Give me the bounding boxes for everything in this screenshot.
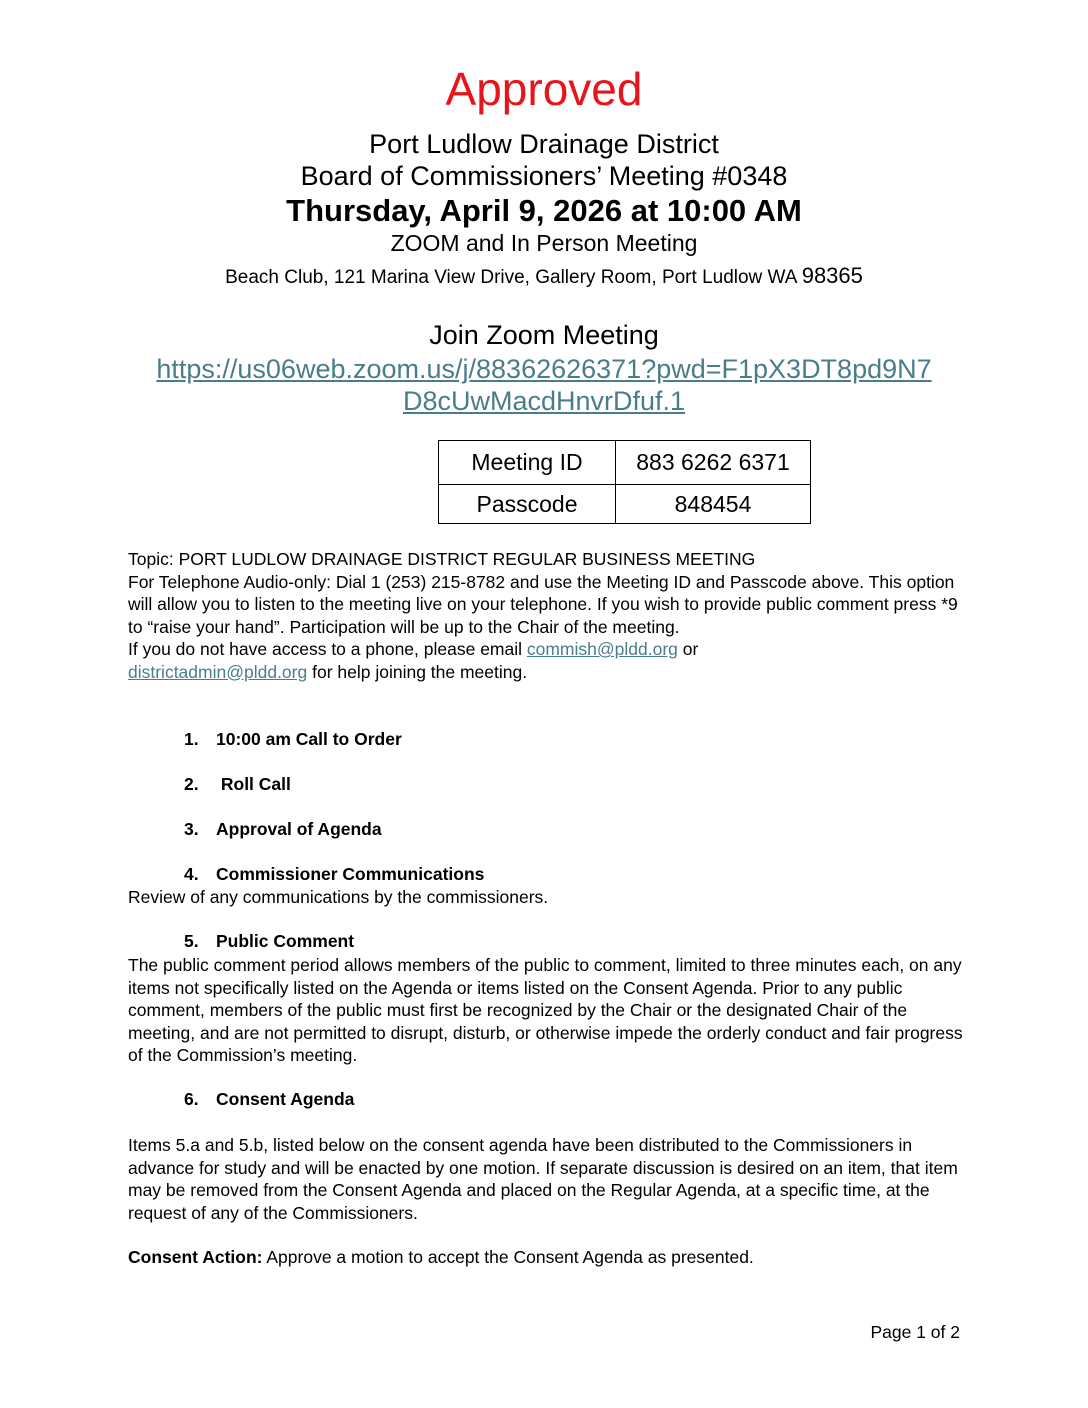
agenda-title: Public Comment (216, 931, 355, 951)
agenda-item (184, 931, 354, 952)
meeting-id-label: Meeting ID (439, 441, 616, 485)
agenda-number: 5. (184, 931, 199, 951)
topic-line: Topic: PORT LUDLOW DRAINAGE DISTRICT REGULAR BUSINESS MEETING (128, 549, 756, 569)
zoom-link-line2[interactable]: D8cUwMacdHnvrDfuf.1 (402, 386, 686, 416)
agenda-item (184, 819, 382, 840)
meeting-mode: ZOOM and In Person Meeting (390, 230, 698, 256)
passcode-value: 848454 (616, 485, 811, 524)
agenda-item (184, 774, 291, 795)
address-text: Beach Club, 121 Marina View Drive, Gallery Room, Port Ludlow WA (225, 267, 797, 288)
consent-action (128, 1246, 968, 1269)
intro-text (128, 548, 968, 683)
email-mid: or (677, 639, 699, 659)
agenda-item (184, 1089, 354, 1110)
agenda-title: Roll Call (216, 774, 291, 794)
commish-email-link[interactable]: commish@pldd.org (526, 639, 678, 659)
consent-action-label: Consent Action: (128, 1247, 263, 1267)
agenda-title: 10:00 am Call to Order (216, 729, 402, 749)
approved-stamp: Approved (445, 63, 643, 115)
zoom-link-line1[interactable]: https://us06web.zoom.us/j/88362626371?pwd=F1pX3DT8pd9N7 (156, 354, 932, 384)
agenda-title: Approval of Agenda (216, 819, 382, 839)
district-name: Port Ludlow Drainage District (369, 129, 719, 159)
public-comment-text: The public comment period allows members of the public to comment, limited to three minutes each, on any items not specifically listed on the Agenda or items listed on the Consent Agenda. Prior to any public comment, members of the public must first be recognized by the Chair or the designated Chair of the meeting, and are not permitted to disrupt, disturb, or otherwise impede the orderly conduct and fair progress of the Commission’s meeting. (128, 955, 963, 1065)
agenda-number: 4. (184, 864, 199, 884)
page-number: Page 1 of 2 (870, 1322, 960, 1342)
districtadmin-email-link[interactable]: districtadmin@pldd.org (128, 661, 308, 682)
join-zoom-heading: Join Zoom Meeting (429, 320, 659, 350)
passcode-label: Passcode (439, 485, 616, 524)
consent-action-text: Approve a motion to accept the Consent Agenda as presented. (262, 1247, 754, 1267)
agenda-number: 3. (184, 819, 199, 839)
table-row (439, 441, 811, 485)
meeting-credentials-table (438, 440, 811, 524)
email-pre: If you do not have access to a phone, please email (128, 639, 527, 659)
agenda-title: Consent Agenda (216, 1089, 355, 1109)
meeting-title: Board of Commissioners’ Meeting #0348 (300, 161, 788, 191)
agenda-number: 6. (184, 1089, 199, 1109)
agenda-item (184, 864, 484, 885)
agenda-number: 2. (184, 774, 199, 794)
agenda-number: 1. (184, 729, 199, 749)
consent-text: Items 5.a and 5.b, listed below on the consent agenda have been distributed to the Commissioners in advance for study and will be enacted by one motion. If separate discussion is desired on an item, that item may be removed from the Consent Agenda and placed on the Regular Agenda, at a specific time, at the request of any of the Commissioners. (128, 1135, 958, 1223)
zoom-link[interactable] (0, 353, 1088, 417)
email-instructions (128, 638, 968, 683)
meeting-address (0, 263, 1088, 289)
communications-text: Review of any communications by the commissioners. (128, 887, 549, 907)
address-zip: 98365 (801, 263, 863, 288)
table-row (439, 485, 811, 524)
email-post: for help joining the meeting. (307, 661, 528, 682)
meeting-id-value: 883 6262 6371 (616, 441, 811, 485)
phone-instructions: For Telephone Audio-only: Dial 1 (253) 215-8782 and use the Meeting ID and Passcode above. This option will allow you to listen to the meeting live on your telephone. If you wish to provide public comment press *9 to “raise your hand”. Participation will be up to the Chair of the meeting. (128, 571, 958, 637)
agenda-item (184, 729, 402, 750)
agenda-title: Commissioner Communications (216, 864, 485, 884)
meeting-date: Thursday, April 9, 2026 at 10:00 AM (286, 193, 802, 228)
